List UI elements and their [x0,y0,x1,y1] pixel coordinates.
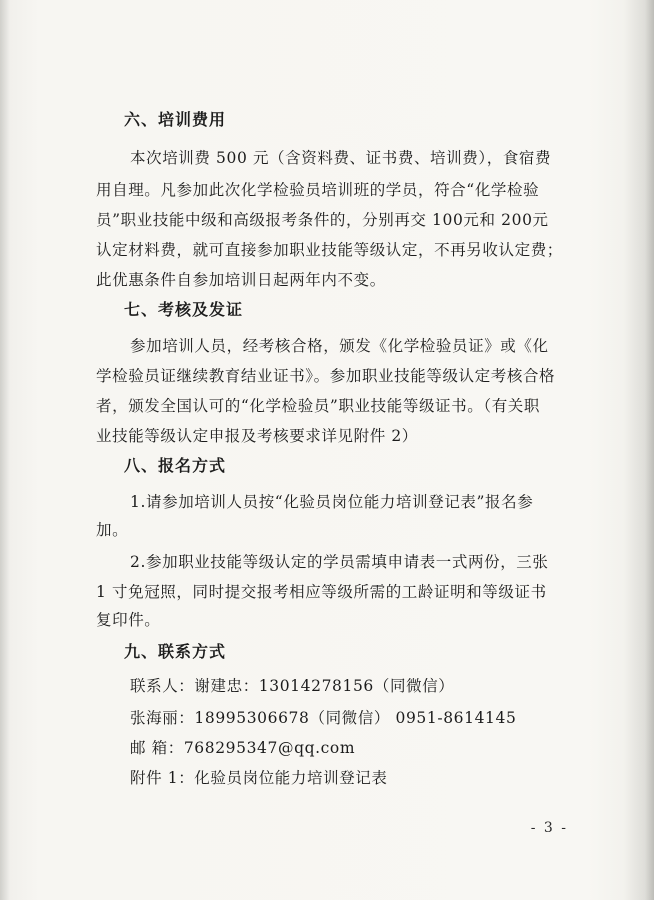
paragraph-line: 1.请参加培训人员按“化验员岗位能力培训登记表”报名参 [130,493,534,511]
paragraph-line: 业技能等级认定申报及考核要求详见附件 2） [96,427,418,445]
paragraph-line: 复印件。 [96,611,161,629]
paragraph-line: 本次培训费 500 元（含资料费、证书费、培训费），食宿费 [130,149,552,167]
paragraph-line: 用自理。凡参加此次化学检验员培训班的学员，符合“化学检验 [96,181,540,199]
paragraph-line: 者，颁发全国认可的“化学检验员”职业技能等级证书。（有关职 [96,397,540,415]
paragraph-line: 员”职业技能中级和高级报考条件的，分别再交 100元和 200元 [96,211,549,229]
contact-line: 联系人：谢建忠：13014278156（同微信） [130,677,455,695]
contact-line: 张海丽：18995306678（同微信） 0951-8614145 [130,709,517,727]
paragraph-line: 认定材料费，就可直接参加职业技能等级认定，不再另收认定费； [96,241,563,259]
paragraph-line: 加。 [96,521,129,539]
email-line: 邮 箱：768295347@qq.com [130,739,356,757]
scan-shadow-left [0,0,10,900]
section-heading-assessment: 七、考核及发证 [124,300,244,319]
paragraph-line: 学检验员证继续教育结业证书》。参加职业技能等级认定考核合格 [96,367,556,385]
page-number: - 3 - [530,820,568,836]
section-heading-contact: 九、联系方式 [124,642,227,661]
paragraph-line: 2.参加职业技能等级认定的学员需填申请表一式两份，三张 [130,553,549,571]
paragraph-line: 此优惠条件自参加培训日起两年内不变。 [96,271,386,289]
paragraph-line: 参加培训人员，经考核合格，颁发《化学检验员证》或《化 [130,337,549,355]
paragraph-line: 1 寸免冠照，同时提交报考相应等级所需的工龄证明和等级证书 [96,583,547,601]
scan-shadow-right [624,0,654,900]
section-heading-fees: 六、培训费用 [124,110,227,129]
section-heading-registration: 八、报名方式 [124,456,227,475]
attachment-line: 附件 1：化验员岗位能力培训登记表 [130,769,388,787]
